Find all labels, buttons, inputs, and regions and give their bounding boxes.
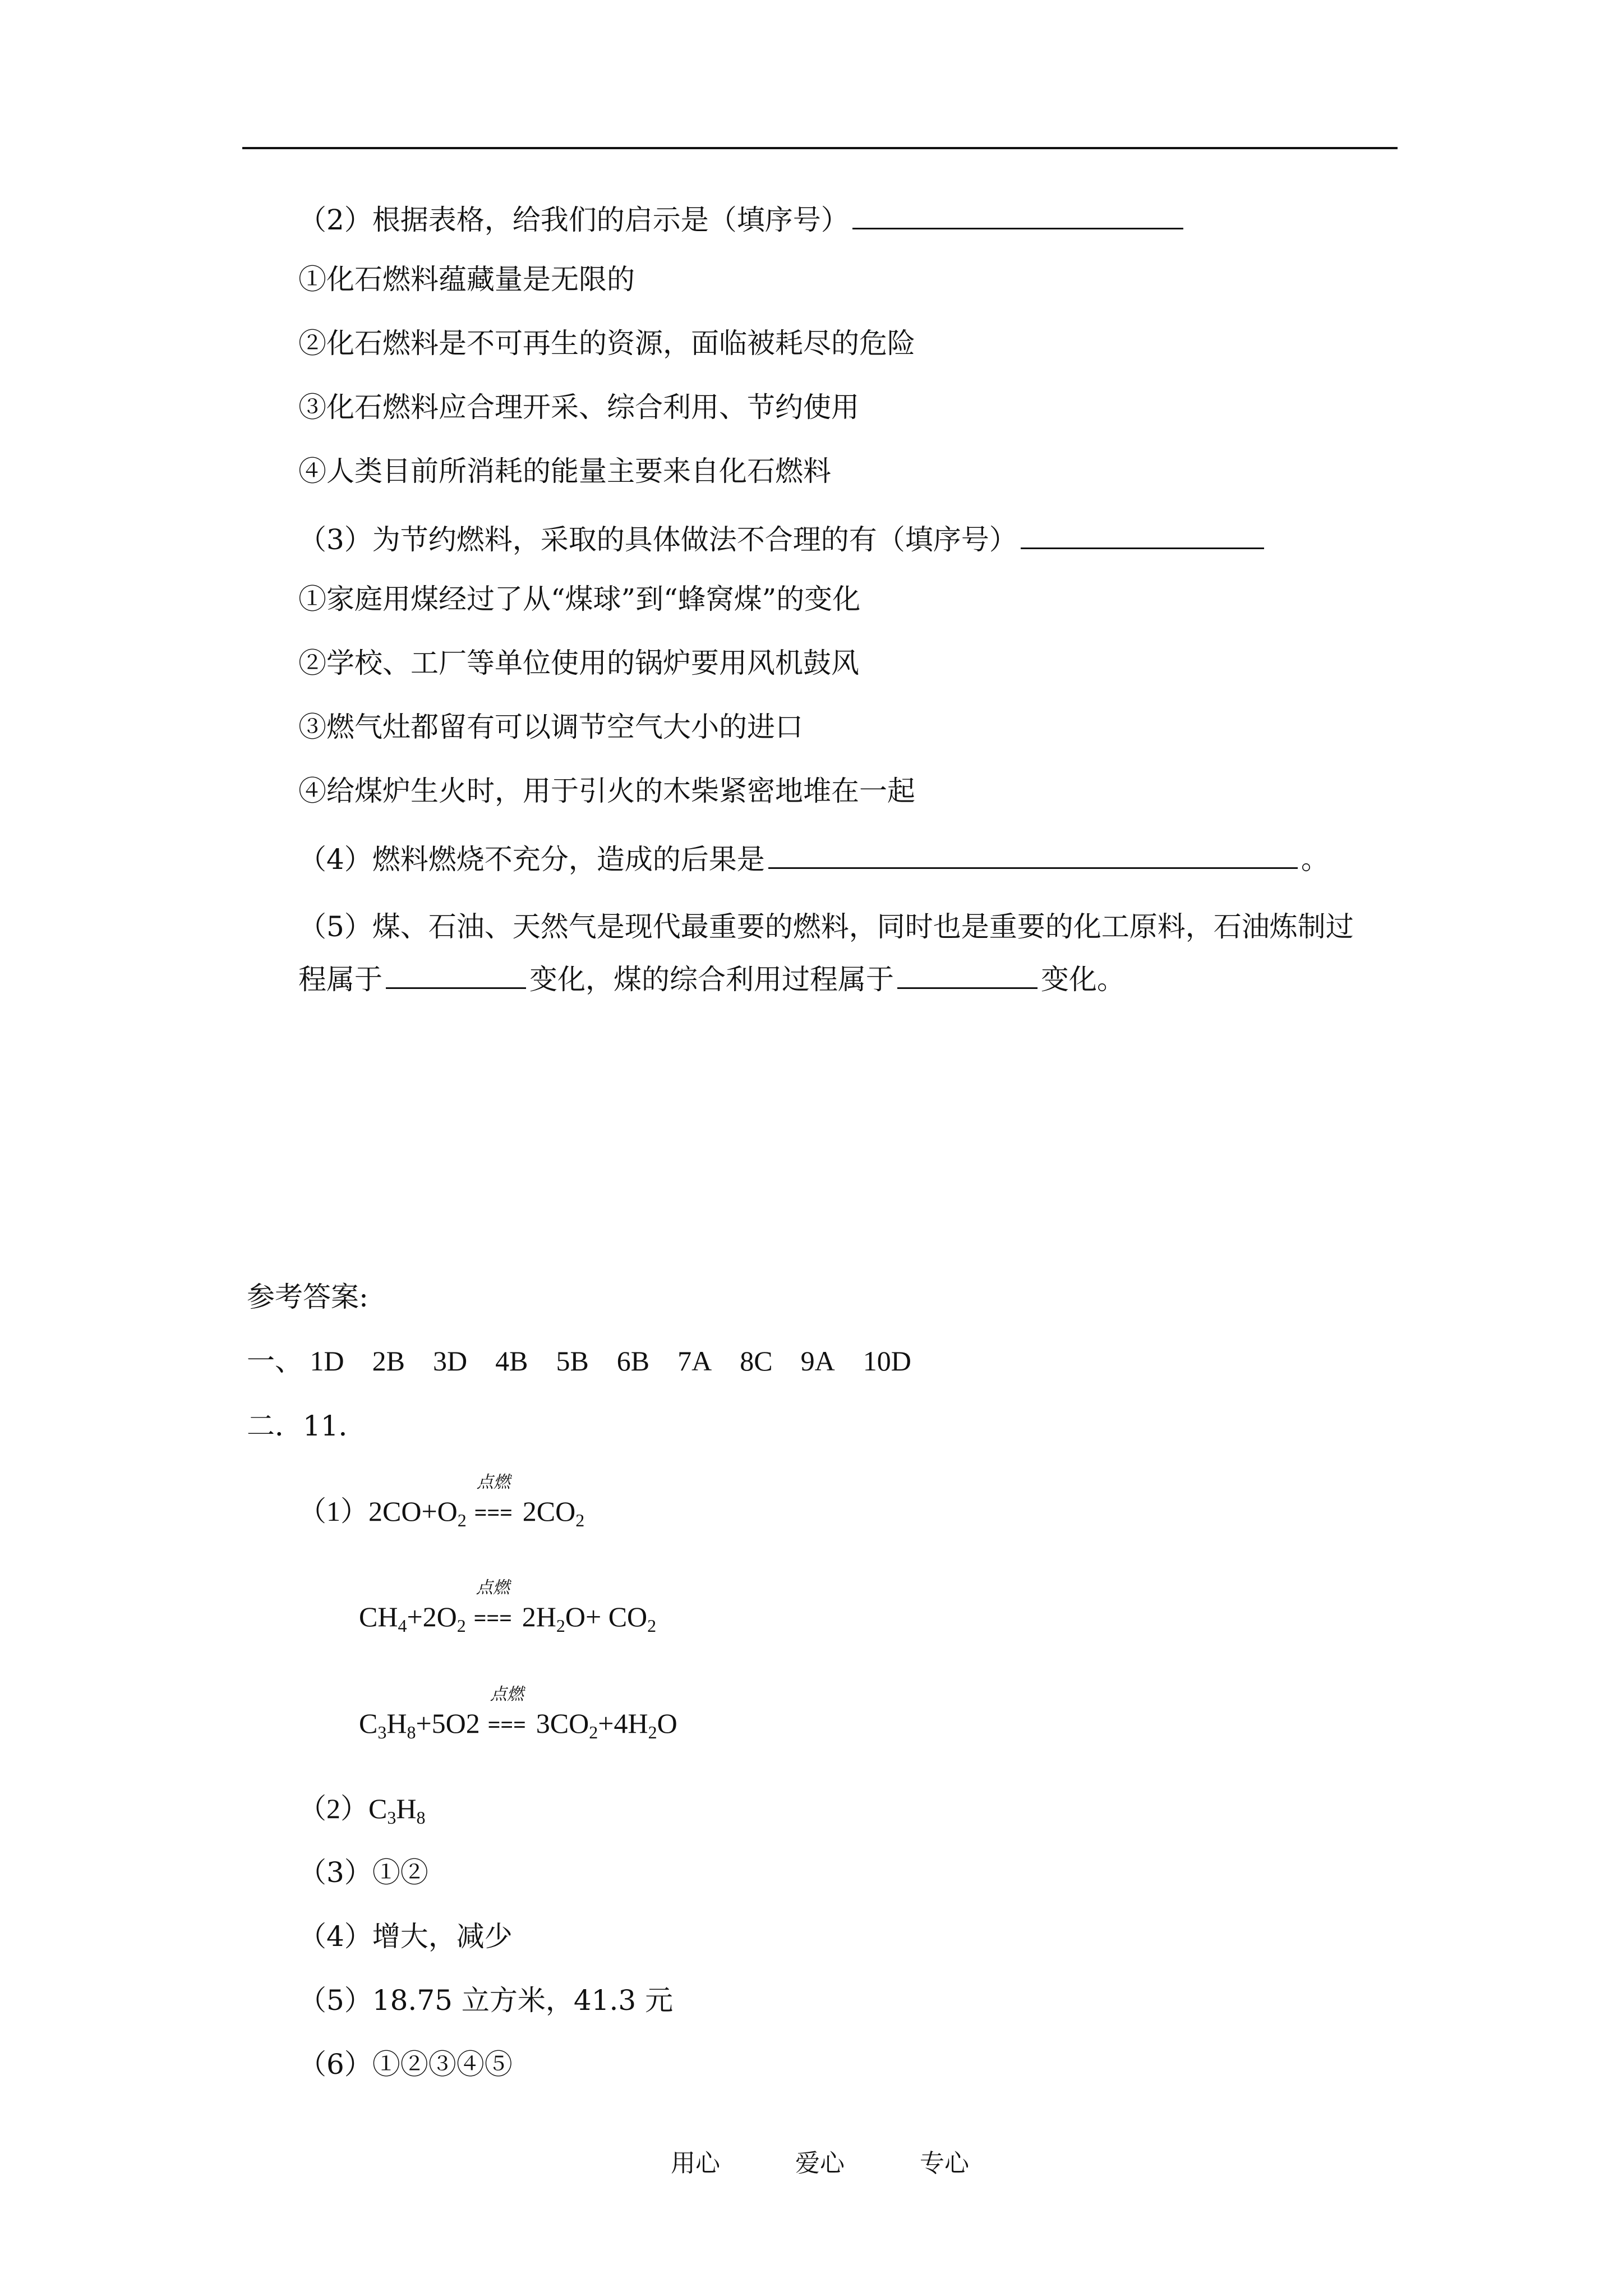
q3-option-2: ②学校、工厂等单位使用的锅炉要用风机鼓风: [298, 647, 859, 679]
answer-item: 7A: [677, 1345, 712, 1377]
eq1-condition: [470, 1473, 517, 1528]
answer-item: 9A: [800, 1345, 835, 1377]
condition-label: 点燃: [490, 1685, 524, 1704]
q3-prompt-line: [298, 518, 1267, 556]
a1-label: （1）: [298, 1496, 368, 1527]
q4-prompt: （4）燃料燃烧不充分，造成的后果是: [298, 843, 765, 876]
q2-option-3: ③化石燃料应合理开采、综合利用、节约使用: [298, 391, 859, 424]
a2-part: C: [368, 1793, 388, 1824]
answers-part1-label: 一、: [247, 1345, 303, 1377]
equals-sign: ===: [487, 1712, 526, 1737]
eq2-subscript: 2: [457, 1616, 466, 1636]
equals-sign: ===: [474, 1500, 513, 1525]
equals-sign: ===: [473, 1605, 512, 1631]
eq2-part: O+ CO: [565, 1601, 648, 1632]
equation-3: [359, 1685, 677, 1742]
answers-part1-items: [303, 1345, 911, 1377]
q2-option-1: ①化石燃料蕴藏量是无限的: [298, 263, 635, 296]
q5-text-a: 程属于: [298, 963, 382, 996]
answers-part1: [247, 1344, 911, 1378]
q3-option-3: ③燃气灶都留有可以调节空气大小的进口: [298, 711, 803, 743]
q5-text-b: 变化，煤的综合利用过程属于: [529, 963, 894, 996]
eq3-subscript: 2: [648, 1722, 657, 1742]
eq3-part: +5O2: [416, 1708, 480, 1739]
eq2-part: +2O: [407, 1601, 457, 1632]
eq3-part: H: [386, 1708, 407, 1739]
eq1-products: 2CO: [522, 1496, 576, 1527]
eq2-subscript: 2: [556, 1616, 565, 1636]
answer-item: 3D: [432, 1345, 468, 1377]
a2-subscript: 3: [387, 1807, 396, 1828]
q5-line-2: [298, 958, 1125, 996]
eq2-part: 2H: [522, 1601, 556, 1632]
q3-answer-blank: [1021, 518, 1264, 549]
q5-text-c: 变化。: [1041, 963, 1125, 996]
eq3-part: O: [657, 1708, 677, 1739]
eq3-part: C: [359, 1708, 378, 1739]
eq2-condition: [469, 1579, 517, 1634]
footer-text-3: 专心: [920, 2149, 969, 2178]
answer-6: （6）①②③④⑤: [298, 2048, 513, 2081]
answer-5: （5）18.75 立方米，41.3 元: [298, 1984, 674, 2017]
q3-option-4: ④给煤炉生火时，用于引火的木柴紧密地堆在一起: [298, 775, 915, 807]
a2-part: H: [396, 1793, 417, 1824]
a2-subscript: 8: [416, 1807, 426, 1828]
eq2-subscript: 2: [647, 1616, 657, 1636]
answer-item: 5B: [556, 1345, 589, 1377]
q2-option-4: ④人类目前所消耗的能量主要来自化石燃料: [298, 455, 831, 487]
eq2-subscript: 4: [398, 1616, 407, 1636]
eq3-part: +4H: [598, 1708, 648, 1739]
answer-item: 2B: [372, 1345, 405, 1377]
equation-1: [298, 1473, 585, 1530]
q2-option-2: ②化石燃料是不可再生的资源，面临被耗尽的危险: [298, 327, 915, 360]
q4-line: [298, 838, 1329, 876]
q5-line-1: （5）煤、石油、天然气是现代最重要的燃料，同时也是重要的化工原料，石油炼制过: [298, 910, 1354, 943]
answer-4: （4）增大，减少: [298, 1920, 513, 1953]
eq3-part: 3CO: [536, 1708, 589, 1739]
eq3-subscript: 8: [407, 1722, 416, 1742]
eq2-part: CH: [359, 1601, 398, 1632]
condition-label: 点燃: [476, 1579, 510, 1597]
eq1-subscript: 2: [457, 1510, 467, 1530]
q3-option-1: ①家庭用煤经过了从“煤球”到“蜂窝煤”的变化: [298, 583, 861, 615]
eq1-reactants: 2CO+O: [368, 1496, 458, 1527]
eq3-subscript: 2: [589, 1722, 598, 1742]
condition-label: 点燃: [476, 1473, 510, 1492]
q2-prompt-line: [298, 199, 1187, 237]
header-rule: [242, 147, 1398, 149]
q2-prompt: （2）根据表格，给我们的启示是（填序号）: [298, 204, 849, 236]
answer-2: [298, 1792, 426, 1828]
q4-end: 。: [1301, 843, 1329, 876]
answer-item: 6B: [616, 1345, 650, 1377]
a2-label: （2）: [298, 1793, 368, 1824]
q4-answer-blank: [768, 838, 1298, 869]
answer-item: 10D: [863, 1345, 911, 1377]
q3-prompt: （3）为节约燃料，采取的具体做法不合理的有（填序号）: [298, 523, 1017, 556]
q5-blank-2: [897, 958, 1038, 989]
answers-heading: 参考答案:: [247, 1281, 368, 1313]
footer-text-1: 用心: [671, 2149, 720, 2178]
q5-blank-1: [386, 958, 526, 989]
answer-item: 1D: [310, 1345, 344, 1377]
answers-part2-label: 二．11．: [247, 1410, 367, 1442]
q2-answer-blank: [852, 199, 1183, 229]
eq1-subscript: 2: [575, 1510, 585, 1530]
equation-2: [359, 1579, 657, 1636]
footer-text-2: 爱心: [795, 2149, 845, 2178]
answer-3: （3）①②: [298, 1856, 428, 1889]
eq3-subscript: 3: [377, 1722, 387, 1742]
answer-item: 8C: [740, 1345, 773, 1377]
eq3-condition: [483, 1685, 531, 1740]
answer-item: 4B: [495, 1345, 528, 1377]
